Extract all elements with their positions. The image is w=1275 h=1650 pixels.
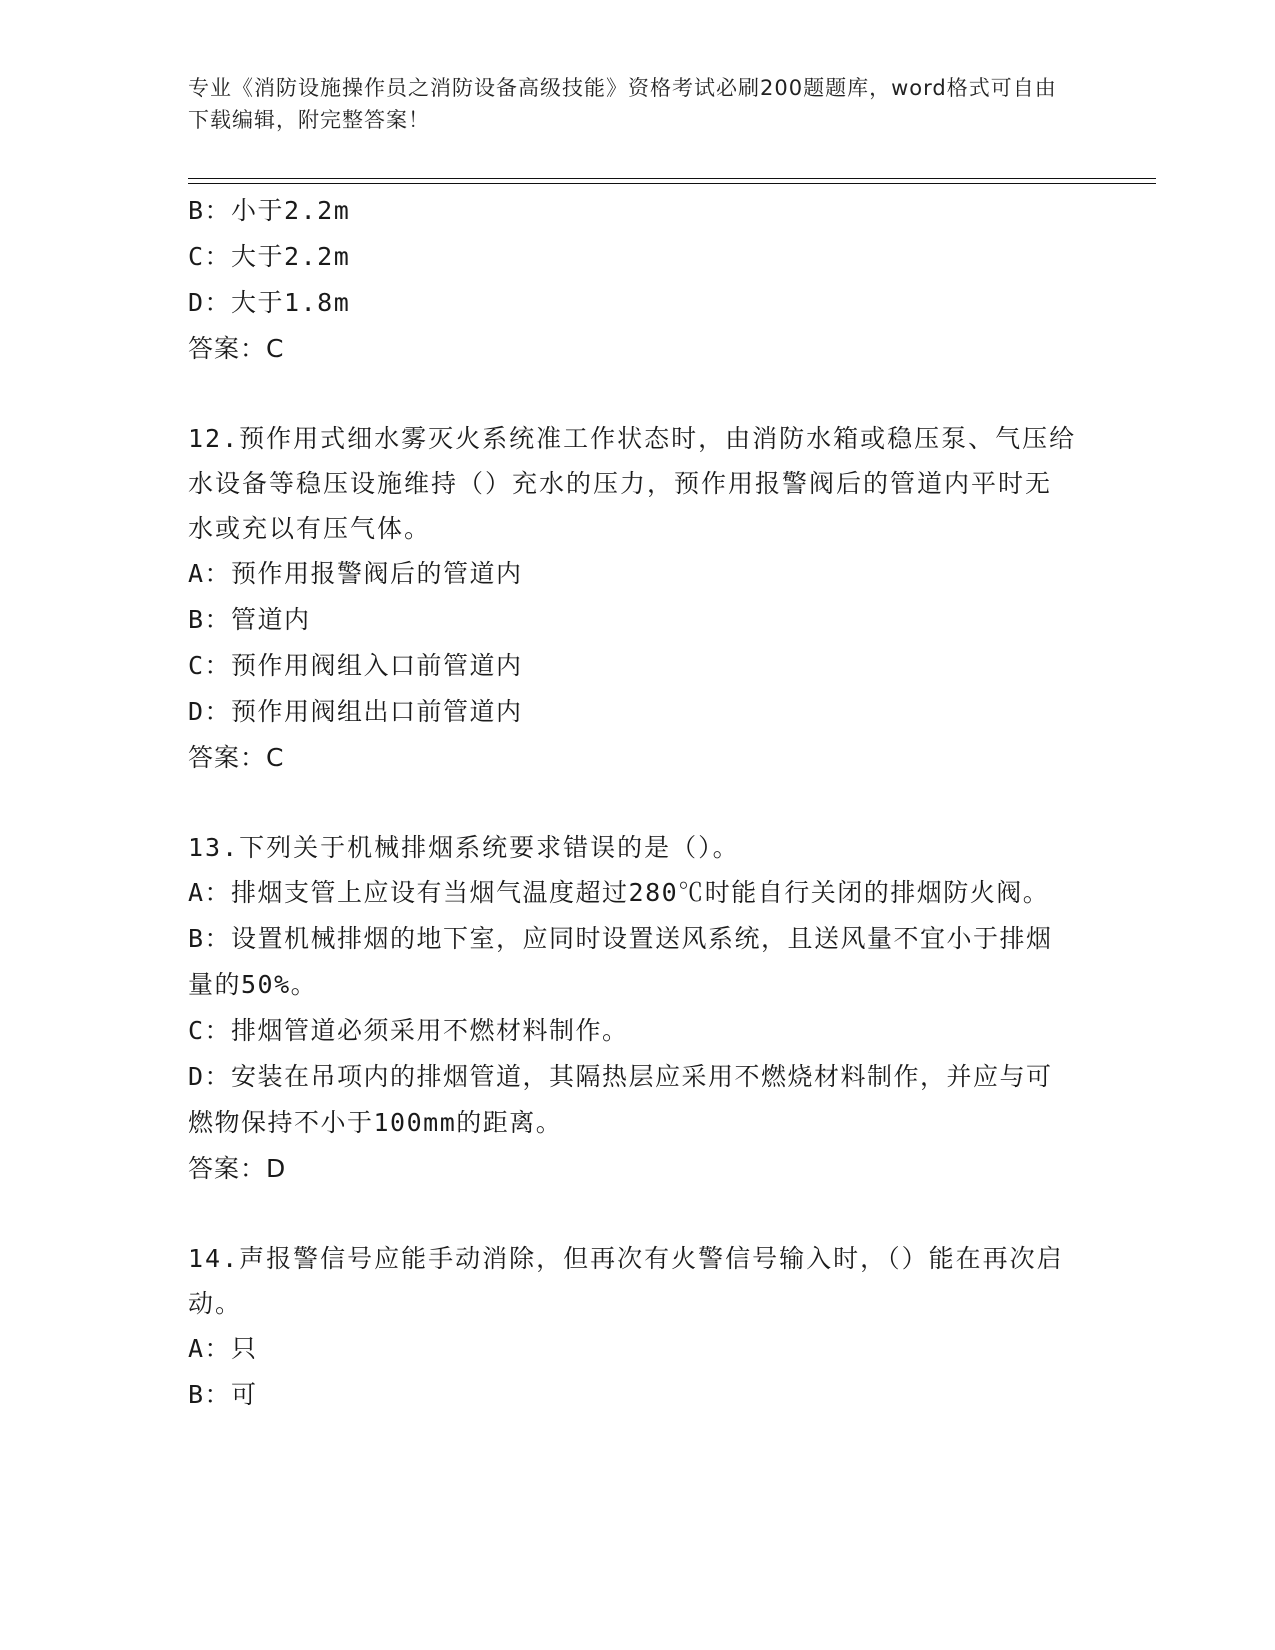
option-b: B：可 (188, 1380, 258, 1409)
option-d: D：预作用阀组出口前管道内 (188, 697, 523, 726)
answer: 答案：C (188, 743, 285, 772)
answer: 答案：C (188, 334, 285, 363)
option-d: D：大于1.8m (188, 288, 351, 317)
option-b: B：管道内 (188, 605, 311, 634)
header-divider-top (188, 178, 1156, 179)
question-11 (188, 188, 1078, 372)
question-13 (188, 825, 1078, 1192)
option-c: C：大于2.2m (188, 242, 351, 271)
option-a: A：只 (188, 1334, 258, 1363)
question-content (188, 188, 1078, 1418)
option-c: C：预作用阀组入口前管道内 (188, 651, 523, 680)
question-12 (188, 416, 1078, 781)
question-text: 14.声报警信号应能手动消除，但再次有火警信号输入时，（）能在再次启动。 (188, 1244, 1064, 1318)
question-text: 13.下列关于机械排烟系统要求错误的是（）。 (188, 833, 740, 862)
document-header: 专业《消防设施操作员之消防设备高级技能》资格考试必刷200题题库，word格式可自由下载编辑，附完整答案！ (188, 76, 1057, 132)
option-b: B：小于2.2m (188, 196, 351, 225)
header-divider-bottom (188, 183, 1156, 184)
question-14 (188, 1236, 1078, 1418)
option-c: C：排烟管道必须采用不燃材料制作。 (188, 1016, 629, 1045)
option-a: A：排烟支管上应设有当烟气温度超过280℃时能自行关闭的排烟防火阀。 (188, 878, 1050, 907)
option-b: B：设置机械排烟的地下室，应同时设置送风系统，且送风量不宜小于排烟量的50%。 (188, 924, 1053, 999)
answer: 答案：D (188, 1154, 287, 1183)
question-text: 12.预作用式细水雾灭火系统准工作状态时，由消防水箱或稳压泵、气压给水设备等稳压设施维持（）充水的压力，预作用报警阀后的管道内平时无水或充以有压气体。 (188, 424, 1077, 543)
option-d: D：安装在吊项内的排烟管道，其隔热层应采用不燃烧材料制作，并应与可燃物保持不小于100mm的距离。 (188, 1062, 1053, 1137)
option-a: A：预作用报警阀后的管道内 (188, 559, 523, 588)
